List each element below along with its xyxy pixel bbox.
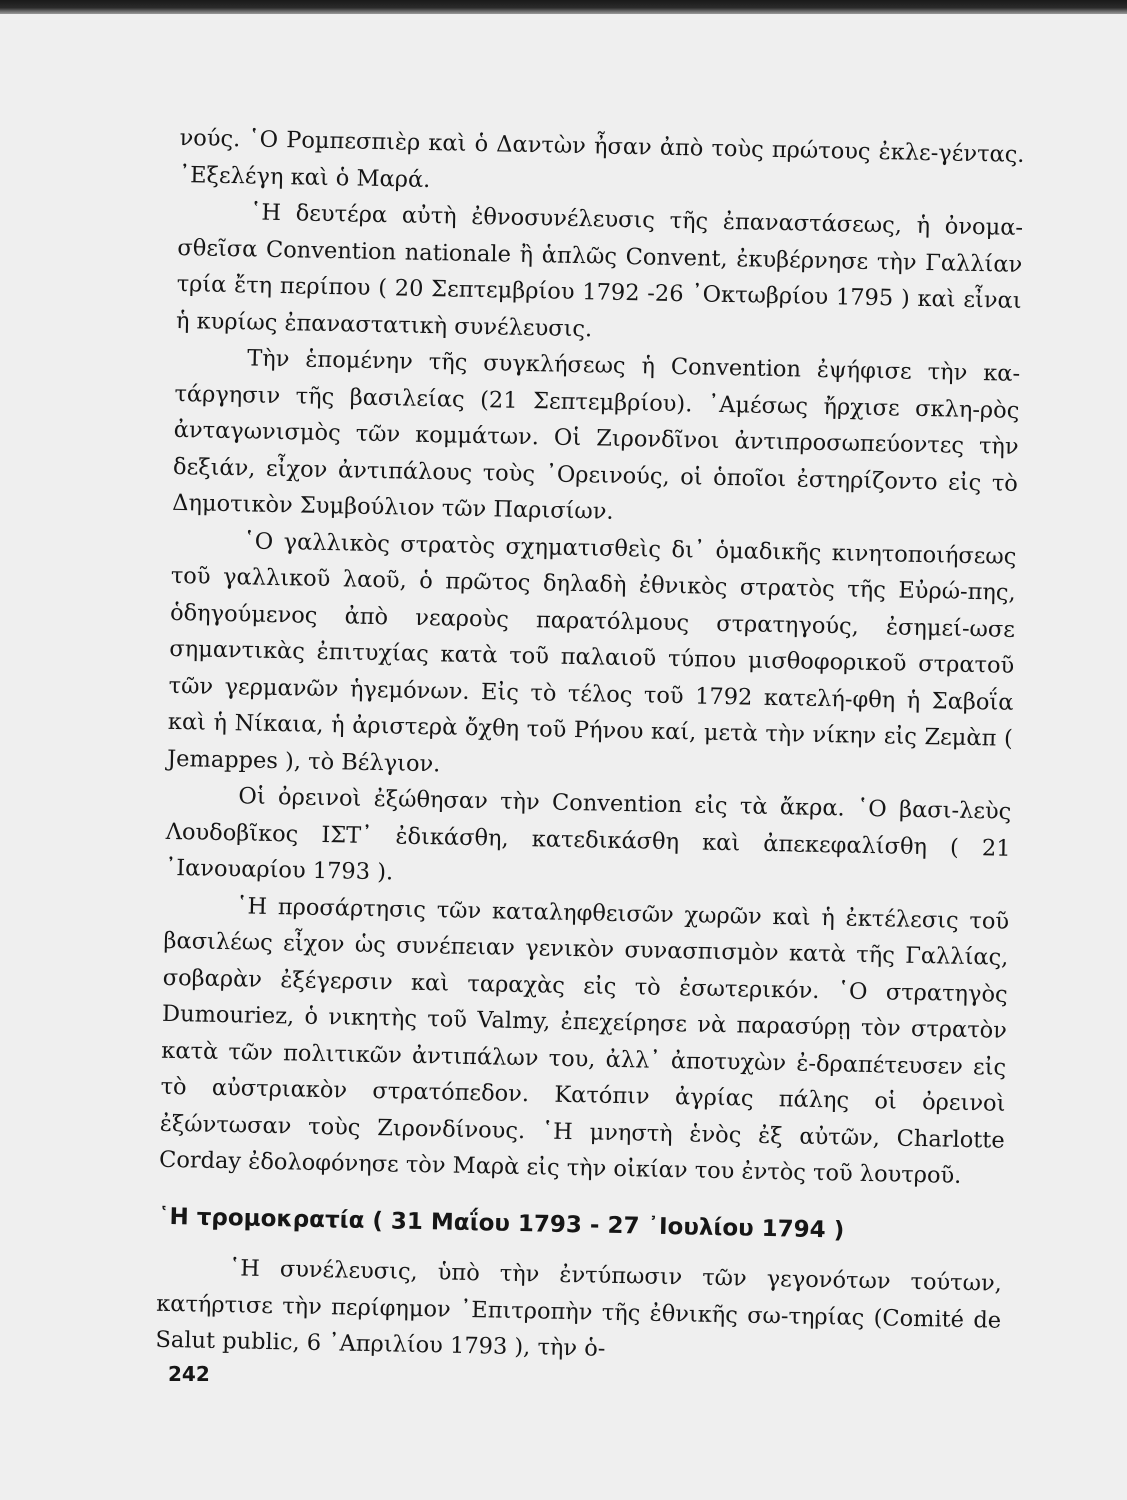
paragraph-committee: ῾Η συνέλευσις, ὑπὸ τὴν ἐντύπωσιν τῶν γεγονότων τούτων, κατήρτισε τὴν περίφημον ᾿Επιτροπὴν τῆς ἐθνικῆς σω-τηρίας (Comité de Salut public, 6 ᾿Απριλίου 1793 ), τὴν ὁ- (155, 1255, 1003, 1362)
paragraph-continuation: νούς. ῾Ο Ροµπεσπιὲρ καὶ ὁ Δαντὼν ἦσαν ἀπὸ τοὺς πρώτους ἐκλε-γέντας. ᾿Εξελέγη καὶ ὁ Μαρά. (178, 124, 1025, 193)
paragraph-king-execution: Οἱ ὀρεινοὶ ἐξώθησαν τὴν Convention εἰς τὰ ἄκρα. ῾Ο βασι-λεὺς Λουδοβῖκος ΙΣΤ᾿ ἐδικάσθη, κατεδικάσθη καὶ ἀπεκεφαλίσθη ( 21 ᾿Ιανουαρίου 1793 ). (164, 783, 1012, 886)
page-number: 242 (168, 1362, 210, 1386)
paragraph-french-army: ῾Ο γαλλικὸς στρατὸς σχηματισθεὶς δι᾿ ὁμαδικῆς κινητοποιήσεως τοῦ γαλλικοῦ λαοῦ, ὁ πρῶτος δηλαδὴ ἐθνικὸς στρατὸς τῆς Εὐρώ-πης, ὁδηγούμενος ἀπὸ νεαροὺς παρατόλμους στρατηγούς, ἐσημεί-ωσε σημαντικὰς ἐπιτυχίας κατὰ τοῦ παλαιοῦ τύπου μισθοφορικοῦ στρατοῦ τῶν γερμανῶν ἡγεμόνων. Εἰς τὸ τέλος τοῦ 1792 κατελή-φθη ἡ Σαβοΐα καὶ ἡ Νίκαια, ἡ ἀριστερὰ ὄχθη τοῦ Ρήνου καί, μετὰ τὴν νίκην εἰς Ζεμὰπ ( Jemappes ), τὸ Βέλγιον. (166, 527, 1017, 777)
body-text (155, 120, 1025, 1375)
section-heading: ῾Η τρομοκρατία ( 31 Μαΐου 1793 - 27 ᾿Ιουλίου 1794 ) (157, 1203, 845, 1244)
scan-top-edge (0, 0, 1127, 14)
paragraph-coalition: ῾Η προσάρτησις τῶν καταληφθεισῶν χωρῶν καὶ ἡ ἐκτέλεσις τοῦ βασιλέως εἶχον ὡς συνέπειαν γενικὸν συνασπισμὸν κατὰ τῆς Γαλλίας, σοβαρὰν ἐξέγερσιν καὶ ταραχὰς εἰς τὸ ἐσωτερικόν. ῾Ο στρατηγὸς Dumouriez, ὁ νικητὴς τοῦ Valmy, ἐπεχείρησε νὰ παρασύρῃ τὸν στρατὸν κατὰ τῶν πολιτικῶν ἀντιπάλων του, ἀλλ᾿ ἀποτυχὼν ἐ-δραπέτευσεν εἰς τὸ αὐστριακὸν στρατόπεδον. Κατόπιν ἀγρίας πάλης οἱ ὀρεινοὶ ἐξώντωσαν τοὺς Ζιρονδίνους. ῾Η μνηστὴ ἑνὸς ἐξ αὐτῶν, Charlotte Corday ἐδολοφόνησε τὸν Μαρὰ εἰς τὴν οἰκίαν του ἐντὸς τοῦ λουτροῦ. (158, 892, 1010, 1189)
paragraph-abolition-monarchy: Τὴν ἑπομένην τῆς συγκλήσεως ἡ Convention ἐψήφισε τὴν κα-τάργησιν τῆς βασιλείας (21 Σεπτεμβρίου). ᾿Αμέσως ἤρχισε σκλη-ρὸς ἀνταγωνισμὸς τῶν κομμάτων. Οἱ Ζιρονδῖνοι ἀντιπροσωπεύοντες τὴν δεξιάν, εἶχον ἀντιπάλους τοὺς ᾿Ορεινούς, οἱ ὁποῖοι ἐστηρίζοντο εἰς τὸ Δημοτικὸν Συμβούλιον τῶν Παρισίων. (172, 345, 1021, 525)
paragraph-convention: ῾Η δευτέρα αὐτὴ ἐθνοσυνέλευσις τῆς ἐπαναστάσεως, ἡ ὀνομα-σθεῖσα Convention nationale ἢ ἁπλῶς Convent, ἐκυβέρνησε τὴν Γαλλίαν τρία ἔτη περίπου ( 20 Σεπτεμβρίου 1792 -26 ᾿Οκτωβρίου 1795 ) καὶ εἶναι ἡ κυρίως ἐπαναστατικὴ συνέλευσις. (175, 199, 1024, 342)
